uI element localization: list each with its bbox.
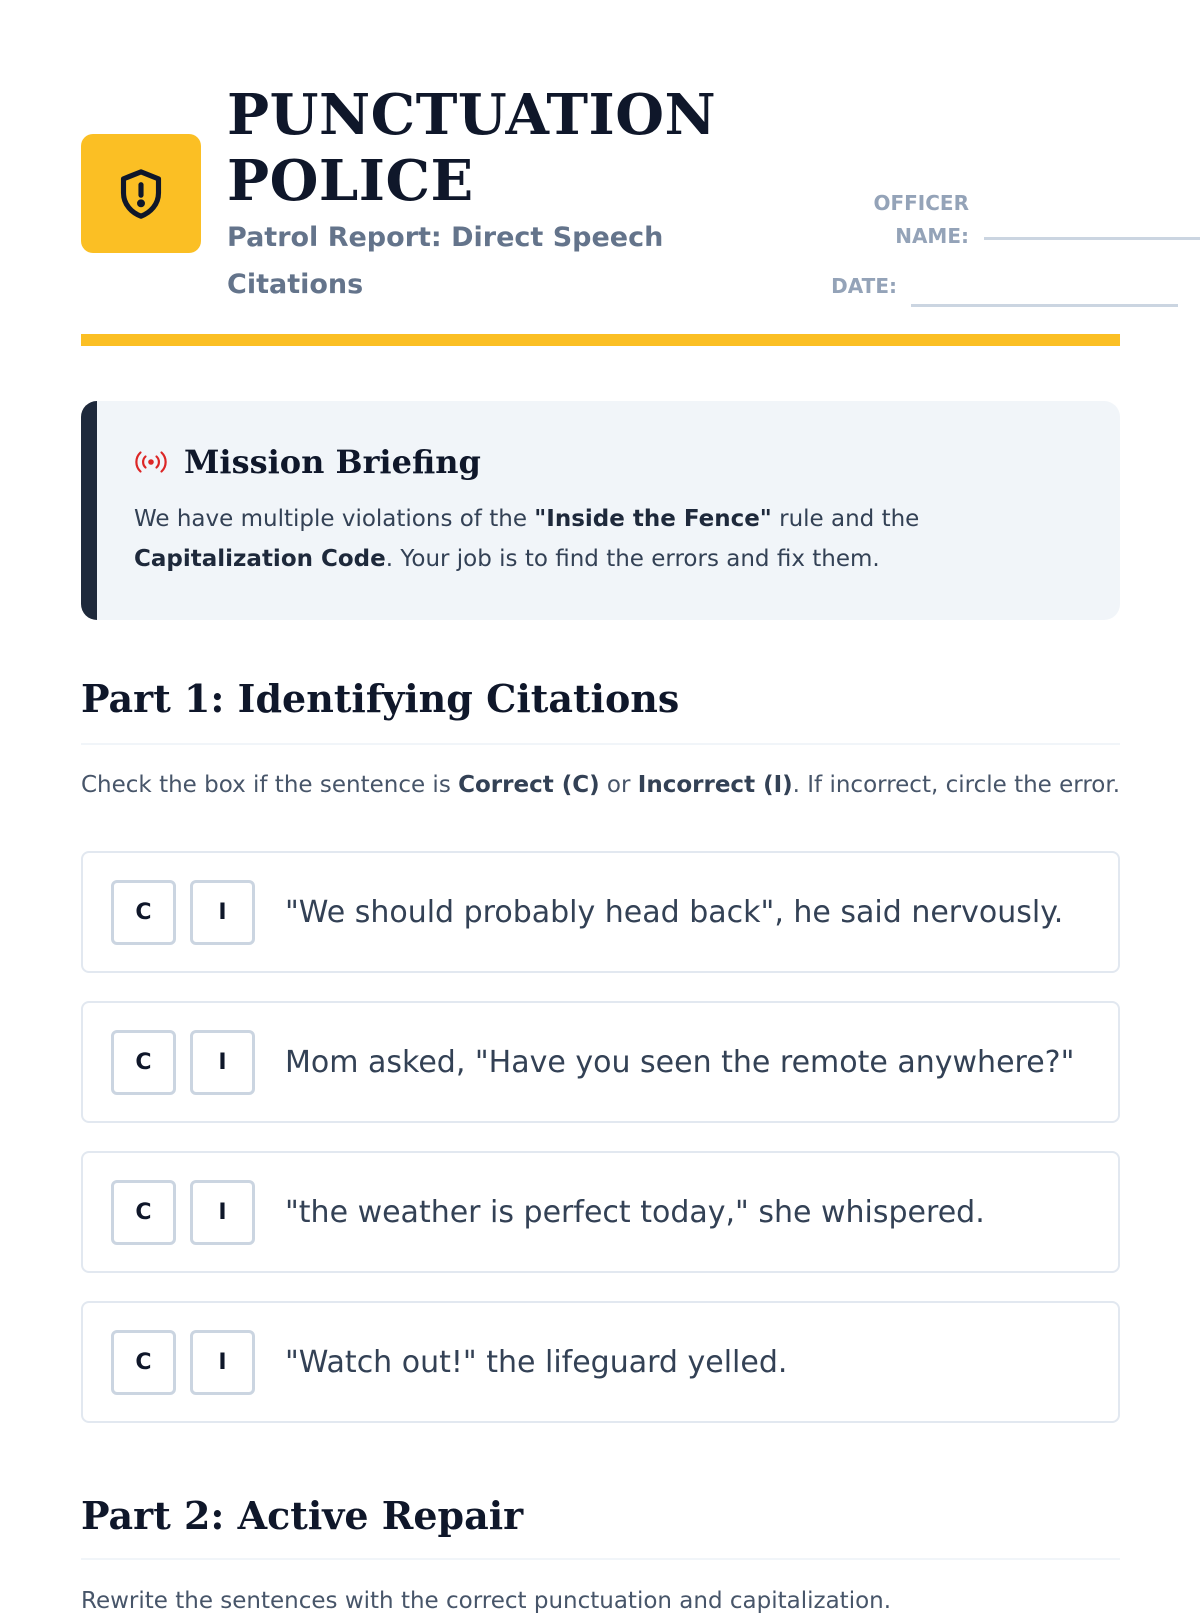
correct-checkbox[interactable]: C	[111, 880, 176, 945]
part2-instructions: Rewrite the sentences with the correct punctuation and capitalization.	[81, 1588, 892, 1614]
citation-sentence: "Watch out!" the lifeguard yelled.	[285, 1344, 788, 1380]
citation-card	[81, 1151, 1120, 1273]
citation-card	[81, 1001, 1120, 1123]
briefing-text-2: rule and the	[771, 506, 920, 532]
page-subtitle: Patrol Report: Direct Speech Citations	[227, 222, 664, 300]
citation-sentence: "the weather is perfect today," she whispered.	[285, 1194, 985, 1230]
briefing-text	[134, 499, 1094, 579]
correct-checkbox[interactable]: C	[111, 1180, 176, 1245]
part1-title: Part 1: Identifying Citations	[81, 676, 680, 721]
incorrect-checkbox[interactable]: I	[190, 1180, 255, 1245]
briefing-title: Mission Briefing	[184, 443, 481, 481]
instr-bold-1: Correct (C)	[458, 772, 600, 798]
officer-name-field[interactable]	[984, 237, 1200, 240]
broadcast-icon	[134, 450, 168, 474]
page-title	[227, 82, 747, 214]
correct-checkbox[interactable]: C	[111, 1030, 176, 1095]
title-line-2: POLICE	[227, 148, 474, 214]
officer-label-line-1: OFFICER	[873, 191, 969, 215]
briefing-bold-1: "Inside the Fence"	[534, 506, 772, 532]
instr-text-1: Check the box if the sentence is	[81, 772, 459, 798]
part1-divider	[81, 743, 1120, 745]
incorrect-checkbox[interactable]: I	[190, 1030, 255, 1095]
part2-title: Part 2: Active Repair	[81, 1493, 524, 1538]
officer-name-label	[771, 187, 969, 253]
officer-label-line-2: NAME:	[895, 224, 969, 248]
citation-sentence: "We should probably head back", he said nervously.	[285, 894, 1064, 930]
correct-checkbox[interactable]: C	[111, 1330, 176, 1395]
citation-card	[81, 1301, 1120, 1423]
incorrect-checkbox[interactable]: I	[190, 880, 255, 945]
instr-text-3: . If incorrect, circle the error.	[792, 772, 1121, 798]
header	[81, 0, 1120, 346]
worksheet-page	[81, 0, 1121, 1614]
header-divider	[81, 334, 1120, 346]
briefing-title-row	[134, 443, 481, 481]
citation-sentence: Mom asked, "Have you seen the remote anywhere?"	[285, 1044, 1075, 1080]
shield-alert-icon	[113, 166, 169, 222]
briefing-text-3: . Your job is to find the errors and fix them.	[385, 546, 880, 572]
citation-card	[81, 851, 1120, 973]
instr-bold-2: Incorrect (I)	[637, 772, 793, 798]
part2-divider	[81, 1558, 1120, 1560]
date-field[interactable]	[911, 304, 1178, 307]
incorrect-checkbox[interactable]: I	[190, 1330, 255, 1395]
title-line-1: PUNCTUATION	[227, 82, 717, 148]
date-label: DATE:	[831, 274, 897, 298]
briefing-bold-2: Capitalization Code	[134, 546, 386, 572]
badge	[81, 134, 201, 253]
instr-text-2: or	[599, 772, 638, 798]
briefing-text-1: We have multiple violations of the	[134, 506, 535, 532]
mission-briefing	[81, 401, 1120, 620]
part1-instructions	[81, 772, 1141, 798]
